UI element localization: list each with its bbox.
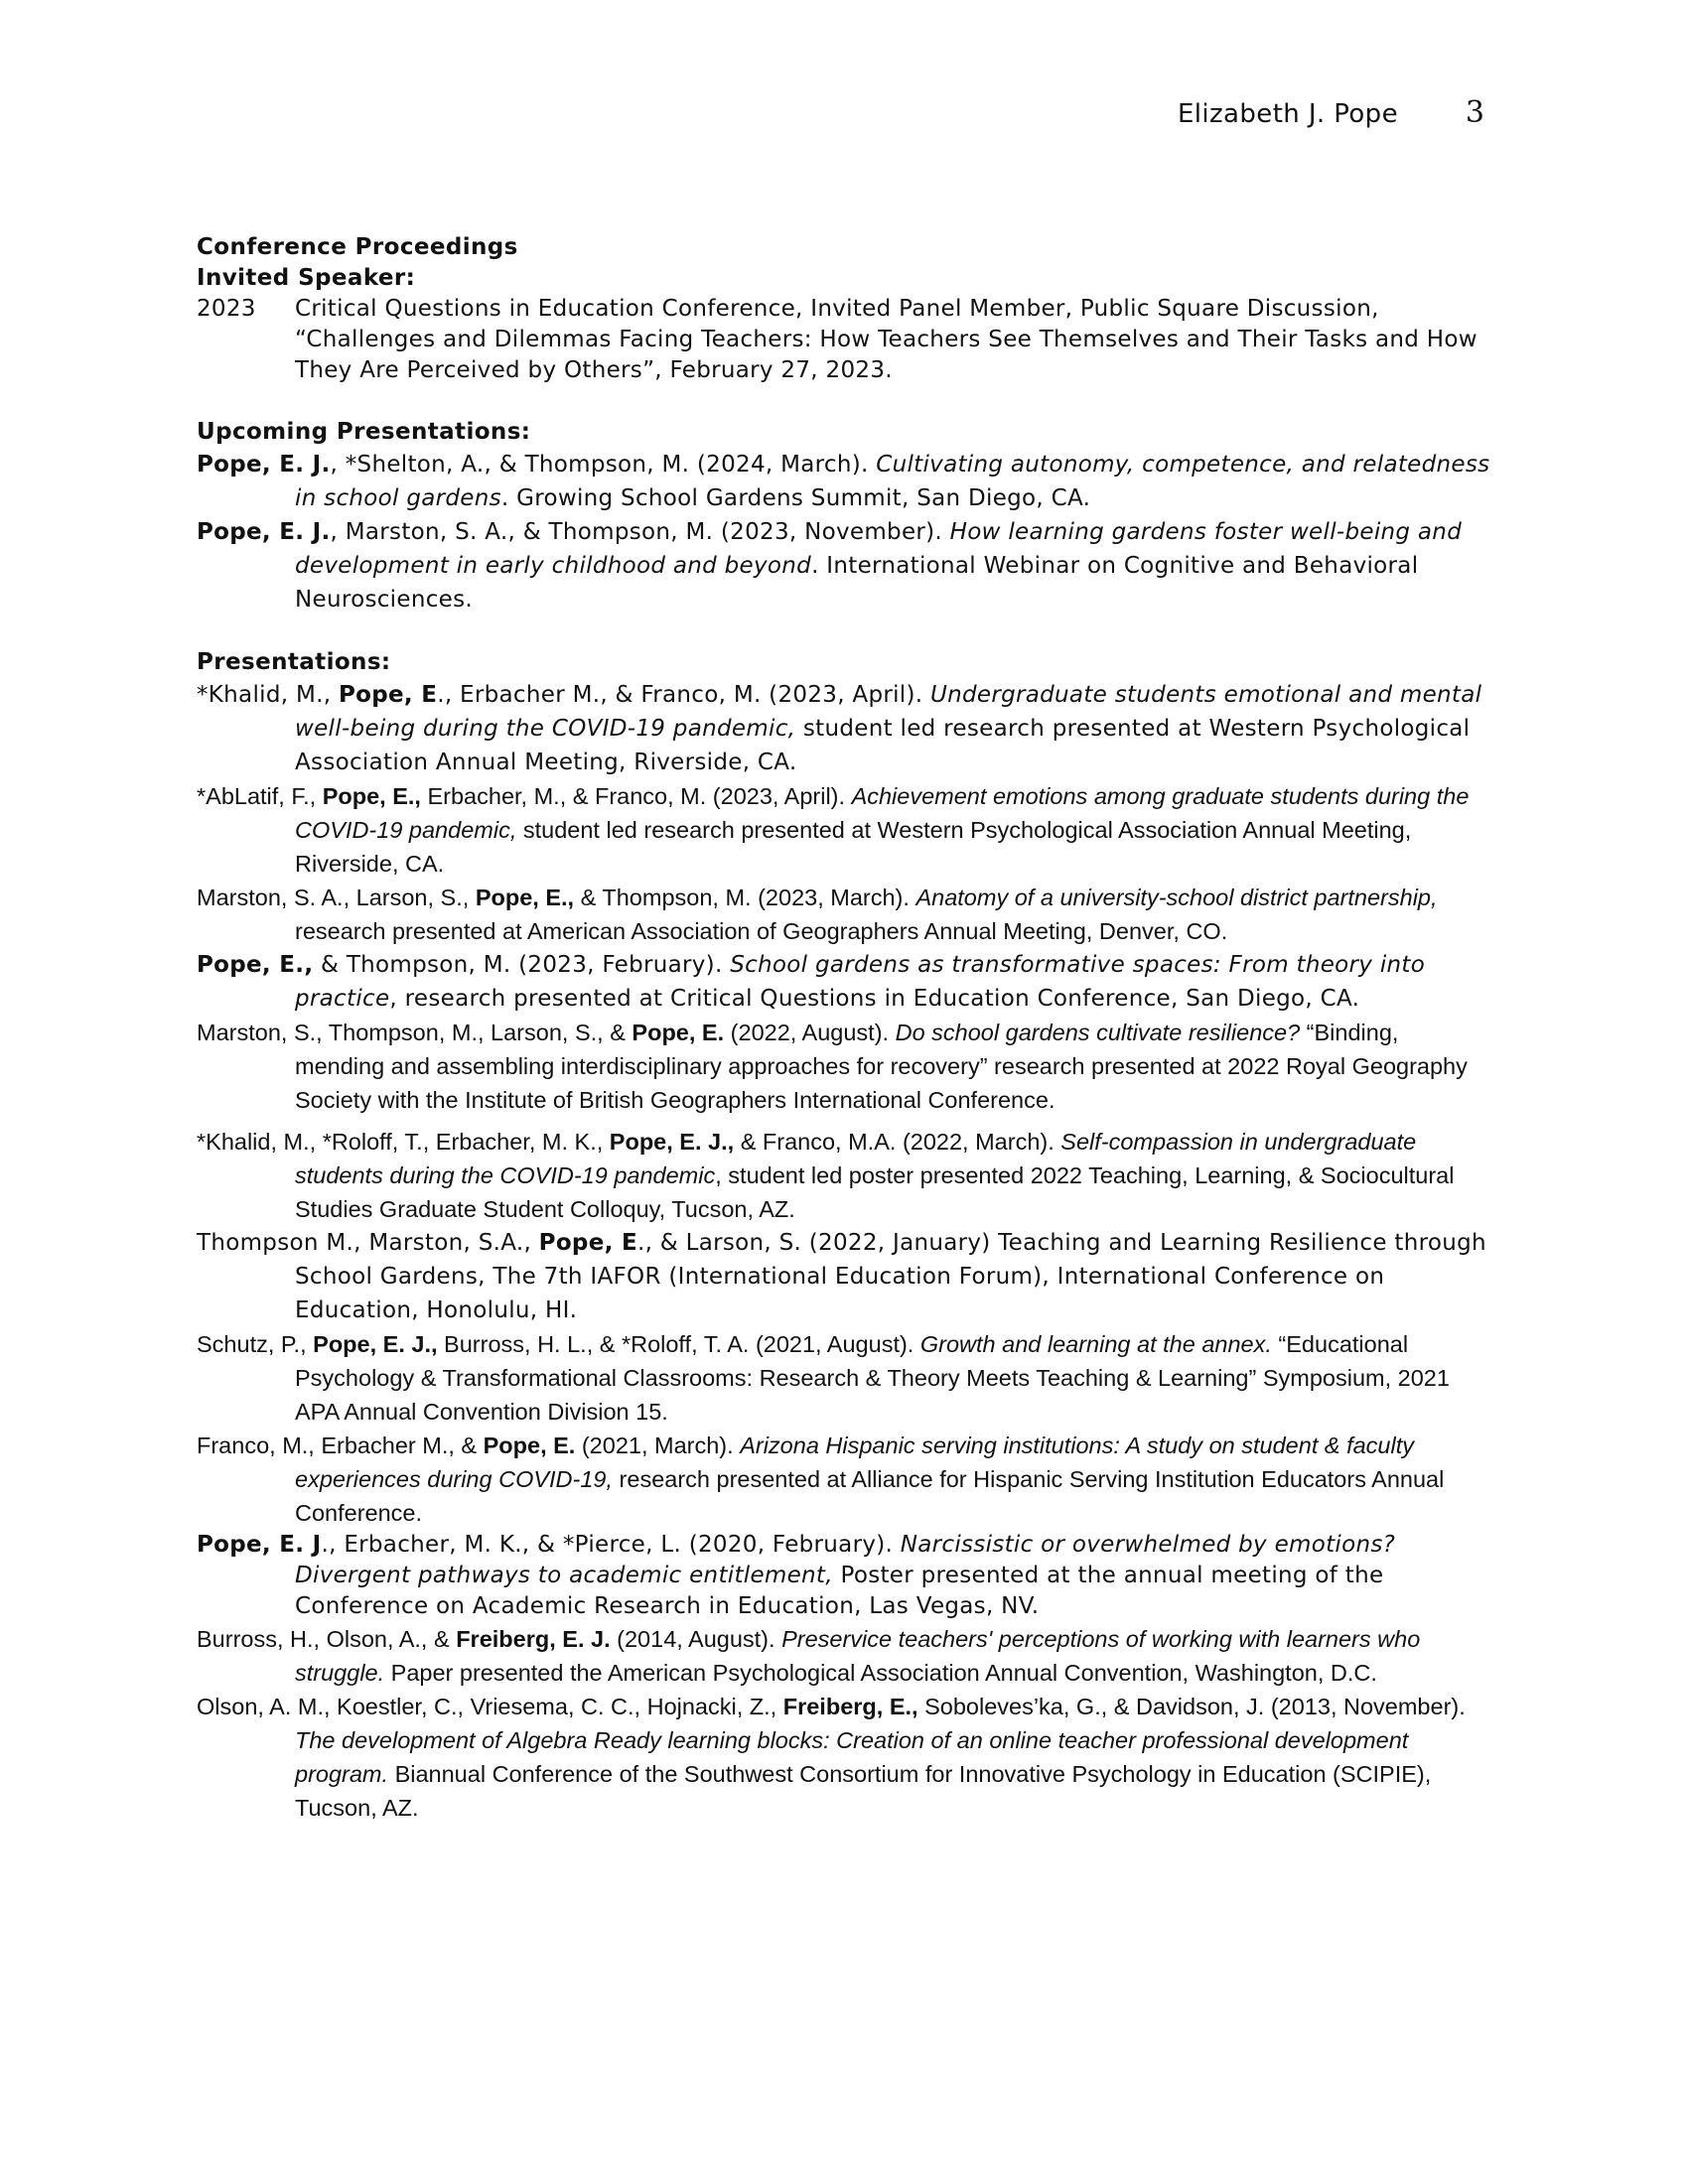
upcoming-entry: Pope, E. J., *Shelton, A., & Thompson, M. (2024, March). Cultivating autonomy, competence, and relatedness in school gardens. Growing School Gardens Summit, San Diego, CA. (197, 452, 1490, 511)
presentation-entry: Pope, E., & Thompson, M. (2023, February). School gardens as transformative spaces: From theory into practice, research presented at Critical Questions in Education Conference, San Diego, CA. (197, 952, 1426, 1012)
presentation-entry: *Khalid, M., *Roloff, T., Erbacher, M. K., Pope, E. J., & Franco, M.A. (2022, March). Self-compassion in undergraduate students during the COVID-19 pandemic, student led poster presented 2022 Teaching, Learning, & Sociocultural Studies Graduate Student Colloquy, Tucson, AZ. (197, 1129, 1455, 1222)
page-header (0, 95, 1688, 135)
upcoming-entry: Pope, E. J., Marston, S. A., & Thompson, M. (2023, November). How learning gardens foster well-being and development in early childhood and beyond. International Webinar on Cognitive and Behavioral Neurosciences. (197, 519, 1463, 613)
presentation-entry: Burross, H., Olson, A., & Freiberg, E. J. (2014, August). Preservice teachers' perceptions of working with learners who struggle. Paper presented the American Psychological Association Annual Convention, Washington, D.C. (197, 1626, 1421, 1686)
subsection-title-presentations: Presentations: (197, 649, 391, 675)
presentation-entry: Marston, S. A., Larson, S., Pope, E., & Thompson, M. (2023, March). Anatomy of a university-school district partnership, research presented at American Association of Geographers Annual Meeting, Denver, CO. (197, 885, 1438, 944)
presentation-entry: Pope, E. J., Erbacher, M. K., & *Pierce, L. (2020, February). Narcissistic or overwhelmed by emotions? Divergent pathways to academic entitlement, Poster presented at the annual meeting of the Conference on Academic Research in Education, Las Vegas, NV. (197, 1532, 1396, 1619)
presentation-entry: Thompson M., Marston, S.A., Pope, E., & Larson, S. (2022, January) Teaching and Learning Resilience through School Gardens, The 7th IAFOR (International Education Forum), International Conference on Education, Honolulu, HI. (197, 1230, 1486, 1323)
header-author-name: Elizabeth J. Pope (1177, 99, 1398, 129)
section-title-conference-proceedings: Conference Proceedings (197, 234, 518, 260)
page-number: 3 (1465, 95, 1484, 130)
presentation-entry: *AbLatif, F., Pope, E., Erbacher, M., & Franco, M. (2023, April). Achievement emotions among graduate students during the COVID-19 pandemic, student led research presented at Western Psychological Association Annual Meeting, Riverside, CA. (197, 783, 1470, 877)
invited-speaker-text: Critical Questions in Education Conference, Invited Panel Member, Public Square Discussion, “Challenges and Dilemmas Facing Teachers: How Teachers See Themselves and Their Tasks and How They Are Perceived by Others”, February 27, 2023. (295, 296, 1477, 383)
presentation-entry: Marston, S., Thompson, M., Larson, S., & Pope, E. (2022, August). Do school gardens cultivate resilience? “Binding, mending and assembling interdisciplinary approaches for recovery” research presented at 2022 Royal Geography Society with the Institute of British Geographers International Conference. (197, 1020, 1468, 1113)
presentation-entry: *Khalid, M., Pope, E., Erbacher M., & Franco, M. (2023, April). Undergraduate students emotional and mental well-being during the COVID-19 pandemic, student led research presented at Western Psychological Association Annual Meeting, Riverside, CA. (197, 682, 1482, 775)
presentation-entry: Olson, A. M., Koestler, C., Vriesema, C. C., Hojnacki, Z., Freiberg, E., Soboleves’ka, G., & Davidson, J. (2013, November). The development of Algebra Ready learning blocks: Creation of an online teacher professional development program. Biannual Conference of the Southwest Consortium for Innovative Psychology in Education (SCIPIE), Tucson, AZ. (197, 1694, 1466, 1821)
subsection-title-invited-speaker: Invited Speaker: (197, 265, 416, 291)
presentation-entry: Franco, M., Erbacher M., & Pope, E. (2021, March). Arizona Hispanic serving institutions: A study on student & faculty experiences during COVID-19, research presented at Alliance for Hispanic Serving Institution Educators Annual Conference. (197, 1433, 1445, 1526)
invited-speaker-year: 2023 (197, 296, 256, 322)
presentation-entry: Schutz, P., Pope, E. J., Burross, H. L., & *Roloff, T. A. (2021, August). Growth and learning at the annex. “Educational Psychology & Transformational Classrooms: Research & Theory Meets Teaching & Learning” Symposium, 2021 APA Annual Convention Division 15. (197, 1331, 1450, 1425)
subsection-title-upcoming-presentations: Upcoming Presentations: (197, 419, 531, 445)
invited-speaker-entry (197, 294, 1492, 386)
page-content (197, 232, 1492, 1825)
